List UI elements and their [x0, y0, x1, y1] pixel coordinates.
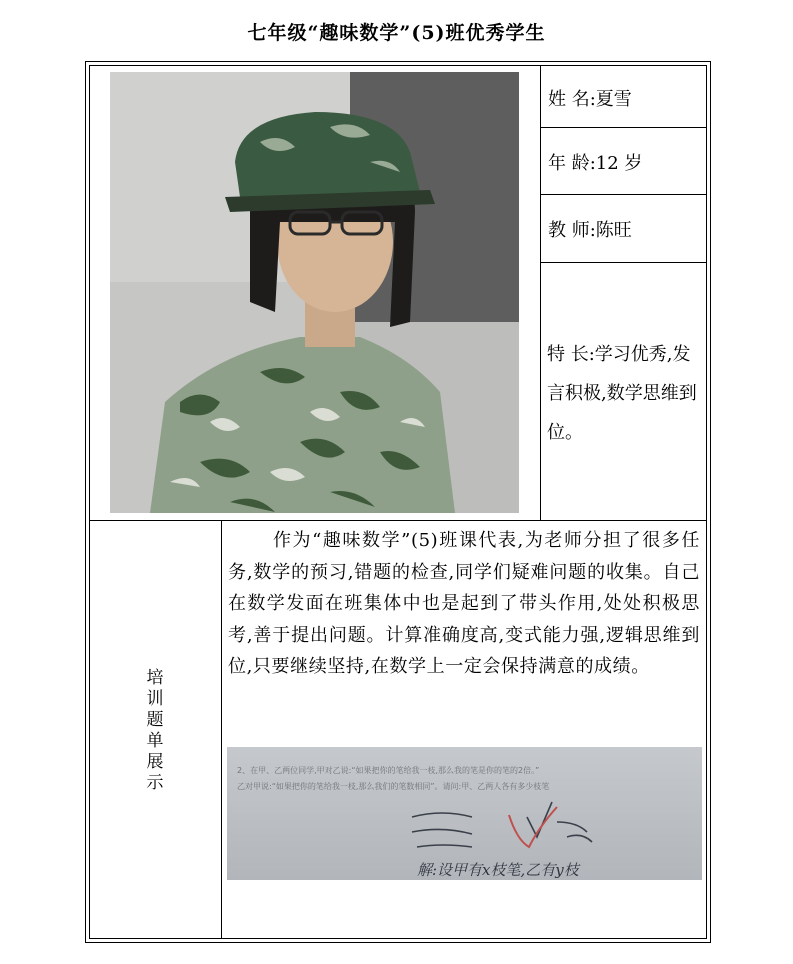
age-field — [548, 149, 642, 175]
student-photo — [110, 72, 519, 513]
evaluation-text: 作为“趣味数学”(5)班课代表,为老师分担了很多任务,数学的预习,错题的检查,同学们疑难问题的收集。自己在数学发面在班集体中也是起到了带头作用,处处积极思考,善于提出问题。计算准确度高,变式能力强,逻辑思维到位,只要继续坚持,在数学上一定会保持满意的成绩。 — [228, 530, 700, 677]
age-value: 12 岁 — [595, 153, 643, 174]
side-label-char: 展 — [146, 752, 164, 772]
name-field — [548, 85, 632, 111]
homework-photo — [227, 747, 702, 880]
name-label: 姓 名: — [548, 89, 596, 110]
side-label-char: 训 — [146, 689, 164, 709]
teacher-label: 教 师: — [548, 220, 596, 241]
side-label-char: 单 — [146, 731, 164, 751]
column-divider-label — [221, 520, 222, 939]
row-divider-age — [540, 194, 707, 195]
row-divider — [89, 520, 707, 521]
student-photo-graphic — [110, 72, 519, 513]
page-title: 七年级“趣味数学”(5)班优秀学生 — [247, 22, 546, 44]
side-label-char: 题 — [146, 710, 164, 730]
evaluation-paragraph — [228, 525, 700, 683]
row-divider-teacher — [540, 262, 707, 263]
homework-photo-graphic — [227, 747, 702, 880]
specialty-value: 学习优秀,发言积极,数学思维到位。 — [547, 344, 697, 443]
age-label: 年 龄: — [548, 153, 596, 174]
column-divider-photo — [540, 65, 541, 520]
homework-printed-line-2: 乙对甲说:“如果把你的笔给我一枝,那么我们的笔数相同”。请问:甲、乙两人各有多少枝笔 — [237, 782, 550, 791]
name-value: 夏雪 — [595, 89, 632, 110]
specialty-label: 特 长: — [547, 344, 595, 365]
homework-printed-line-1: 2、在甲、乙两位同学,甲对乙说:“如果把你的笔给我一枝,那么我的笔是你的笔的2倍。” — [237, 766, 540, 775]
homework-handwriting: 解:设甲有x枝笔,乙有y枝 — [417, 861, 579, 879]
training-showcase-label — [143, 668, 167, 794]
side-label-char: 示 — [146, 773, 164, 793]
row-divider-name — [540, 127, 707, 128]
specialty-field — [547, 335, 707, 452]
side-label-char: 培 — [146, 668, 164, 688]
teacher-value: 陈旺 — [595, 220, 632, 241]
teacher-field — [548, 216, 632, 242]
